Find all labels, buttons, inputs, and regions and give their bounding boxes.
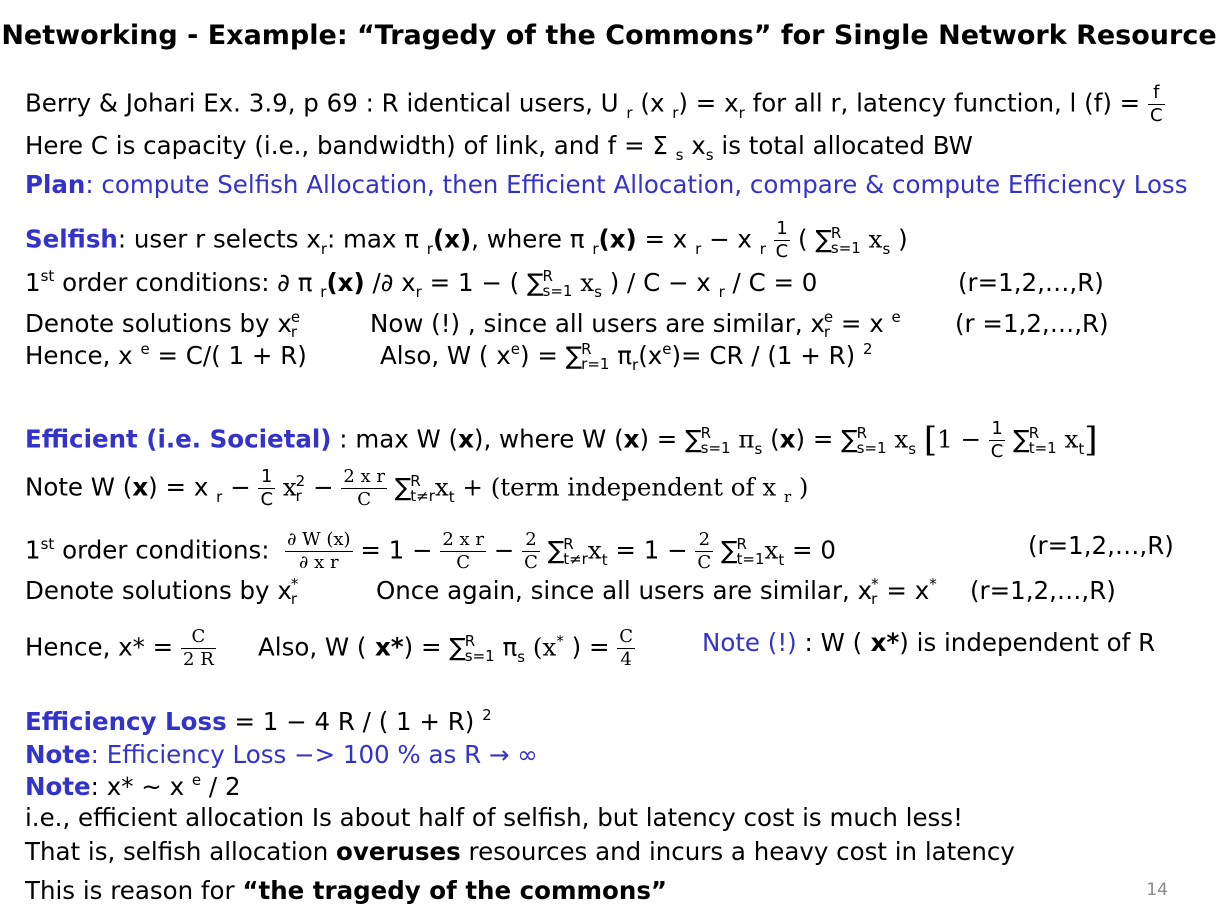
efficient-first-order-conditions: 1st order conditions: $\frac{\partial W (x)}{\text{∂ x r}}$ = 1 − $\frac{\text{2 x r}}{C}$ − $\frac{2}{C}$ ∑ R t≠r $x_t = 1$ − $\frac{2}{C}$ ∑ R t=1 $x_t = 0$ xyxy=(25,529,836,573)
latency-fraction: $\frac{f}{C}$ xyxy=(1150,82,1163,126)
efficient-foc-range: (r=1,2,…,R) xyxy=(1028,531,1174,560)
efficient-denote: Denote solutions by x * r xyxy=(25,575,299,608)
selfish-foc-range: (r=1,2,…,R) xyxy=(958,268,1104,297)
independence-note: Note (!) : W ( x*) is independent of R xyxy=(702,628,1156,657)
efficient-symmetric: Once again, since all users are similar, x * r = x* xyxy=(376,575,937,608)
problem-statement: Berry & Johari Ex. 3.9, p 69 : R identical users, U $_r$ (x $_r) = x_r$ for all r, latency function, l (f) = $\frac{f}{C}$ xyxy=(25,82,1163,126)
conclusion-line: This is reason for “the tragedy of the commons” xyxy=(25,876,668,905)
efficient-solution: Hence, x* = $\frac{C}{2 R}$ xyxy=(25,626,214,670)
efficient-objective: Efficient (i.e. Societal) : max W (x), where W (x) = ∑ R s=1 $\pi_s$ (x) = ∑ R s=1 $x_s$ [1 − $\frac{1}{C}$ ∑ R t=1 $x_t$] xyxy=(25,418,1098,462)
slide-title: Networking - Example: “Tragedy of the Commons” for Single Network Resource xyxy=(1,20,1217,51)
selfish-symmetric: Now (!) , since all users are similar, x e r = x $^e$ xyxy=(370,308,901,341)
selfish-first-order-conditions: 1st order conditions: ∂ π $_r$(x) /∂ $x_r = 1$ − ( ∑ R s=1 $x_s$ ) ∕ C − x $_r$ / C = 0 xyxy=(25,267,818,301)
efficient-denote-range: (r=1,2,…,R) xyxy=(970,576,1116,605)
capacity-definition: Here C is capacity (i.e., bandwidth) of link, and f = Σ $_s$ $x_s$ is total allocated BW xyxy=(25,131,973,164)
note-limit: Note: Efficiency Loss −> 100 % as R → ∞ xyxy=(25,740,538,769)
selfish-welfare: Also, W ( $x^e$) = ∑ R r=1 $\pi_r(x^e)=$ CR / (1 + R) $^2$ xyxy=(380,340,873,374)
plan-line: Plan: compute Selfish Allocation, then Efficient Allocation, compare & compute Efficiency Loss xyxy=(25,170,1188,199)
selfish-solution: Hence, x $^e$ = C/( 1 + R) xyxy=(25,340,307,370)
overuse-line: That is, selfish allocation overuses resources and incurs a heavy cost in latency xyxy=(25,837,1015,866)
selfish-denote-range: (r =1,2,…,R) xyxy=(955,309,1109,338)
page-number: 14 xyxy=(1146,880,1168,900)
welfare-expansion: Note W (x) = x $_r$ − $\frac{1}{C}$ x 2 r − $\frac{\text{2 x r}}{C}$ ∑ R t≠r $x_t$ + (term independent of x $_r$ ) xyxy=(25,466,809,510)
selfish-denote: Denote solutions by x e r xyxy=(25,308,301,341)
interpretation-line: i.e., efficient allocation Is about half of selfish, but latency cost is much less! xyxy=(25,803,963,832)
selfish-objective: Selfish: user r selects $x_r$: max π $_r$(x), where π $_r$(x) = x $_r$ − x $_r$ $\frac{1}{C}$ ( ∑ R s=1 $x_s$ ) xyxy=(25,218,908,262)
efficiency-loss: Efficiency Loss = 1 − 4 R / ( 1 + R) $^2$ xyxy=(25,706,492,736)
note-ratio: Note: x* ~ x $^e$ / 2 xyxy=(25,771,241,801)
efficient-welfare: Also, W ( x*) = ∑ R s=1 $\pi_s$ (x* ) = $\frac{C}{4}$ xyxy=(258,626,634,670)
